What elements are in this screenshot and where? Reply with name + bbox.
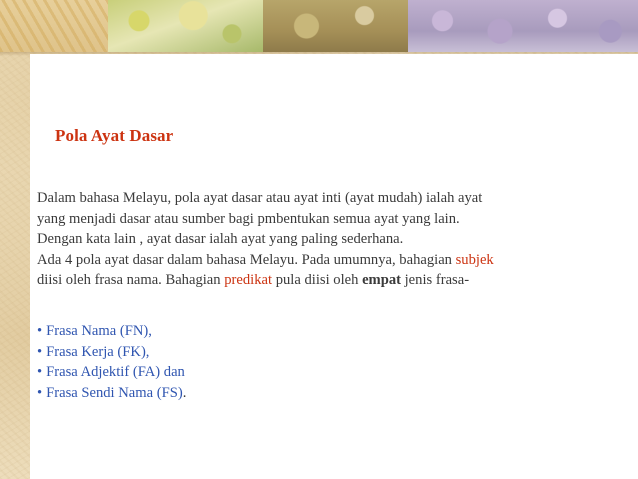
banner-segment-brown-leaves (263, 0, 408, 52)
slide-body (37, 188, 617, 291)
banner-segment-purple-flowers (408, 0, 638, 52)
body-line-5-text-b: pula diisi oleh (272, 272, 363, 288)
list-item-label: Frasa Nama (FN), (46, 323, 152, 339)
list-item (37, 321, 186, 342)
banner-segment-parchment (0, 0, 108, 52)
list-item (37, 383, 186, 404)
list-item (37, 362, 186, 383)
body-line-5 (37, 270, 617, 291)
banner-segment-yellow-flowers (108, 0, 263, 52)
body-line-5-text-a: diisi oleh frasa nama. Bahagian (37, 272, 225, 288)
body-line-3: Dengan kata lain , ayat dasar ialah ayat yang paling sederhana. (37, 231, 404, 247)
bullet-icon: • (37, 323, 43, 339)
phrase-type-list (37, 321, 186, 403)
list-item-label: Frasa Adjektif (FA) dan (46, 364, 185, 380)
body-line-4-text: Ada 4 pola ayat dasar dalam bahasa Melayu. Pada umumnya, bahagian (37, 251, 456, 268)
list-item-period: . (182, 384, 187, 401)
list-item (37, 342, 186, 363)
list-item-label: Frasa Kerja (FK), (46, 343, 150, 360)
body-line-2: yang menjadi dasar atau sumber bagi pmbentukan semua ayat yang lain. (37, 210, 460, 227)
body-line-4 (37, 250, 617, 271)
subjek-highlight: subjek (455, 251, 494, 268)
bullet-icon: • (37, 364, 43, 380)
body-line-5-text-c: jenis frasa- (400, 272, 470, 288)
list-item-label: Frasa Sendi Nama (FS) (46, 384, 183, 401)
bullet-icon: • (37, 384, 43, 401)
empat-bold: empat (362, 272, 401, 288)
predikat-highlight: predikat (224, 272, 273, 288)
slide-title: Pola Ayat Dasar (55, 126, 174, 145)
floral-header-banner (0, 0, 638, 52)
body-line-1: Dalam bahasa Melayu, pola ayat dasar atau ayat inti (ayat mudah) ialah ayat (37, 190, 483, 206)
bullet-icon: • (37, 343, 43, 360)
